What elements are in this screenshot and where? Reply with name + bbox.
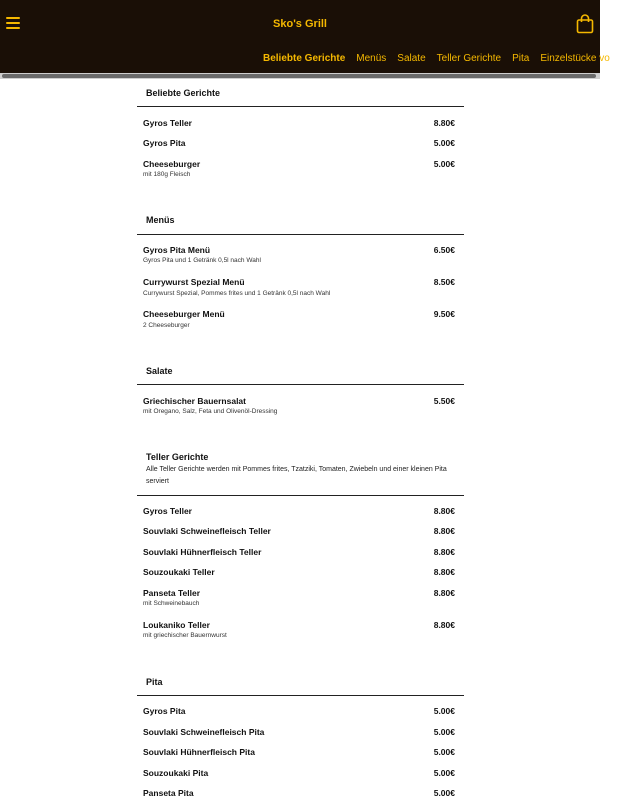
menu-item-price[interactable]: 5.00€: [433, 706, 455, 716]
menu-item-name[interactable]: Gyros Pita: [143, 138, 186, 148]
menu-item-name[interactable]: Panseta Teller: [143, 588, 201, 598]
tab-salate[interactable]: Salate: [397, 53, 426, 64]
menu-item-price[interactable]: 5.50€: [433, 396, 455, 406]
section-title: Pita: [146, 677, 163, 687]
menu-item-name[interactable]: Souvlaki Hühnerfleisch Pita: [143, 747, 255, 757]
menu-item-price[interactable]: 8.80€: [433, 118, 455, 128]
menu-item-name[interactable]: Gyros Teller: [143, 118, 192, 128]
menu-item-description: Currywurst Spezial, Pommes frites und 1 Getränk 0,5l nach Wahl: [143, 290, 331, 297]
category-tabs: [263, 53, 621, 64]
menu-item-description: 2 Cheeseburger: [143, 322, 190, 329]
top-bar: [0, 0, 610, 76]
tab-teller-gerichte[interactable]: Teller Gerichte: [436, 53, 502, 64]
menu-item-name[interactable]: Gyros Pita: [143, 706, 186, 716]
menu-item-price[interactable]: 8.50€: [433, 277, 455, 287]
tabs-scrollbar-thumb[interactable]: [2, 74, 596, 78]
section-description: Alle Teller Gerichte werden mit Pommes frites, Tzatziki, Tomaten, Zwiebeln und einer kleinen Pita serviert: [146, 466, 447, 485]
menu-item-price[interactable]: 5.00€: [433, 138, 455, 148]
menu-item-price[interactable]: 5.00€: [433, 768, 455, 778]
menu-item-name[interactable]: Souvlaki Hühnerfleisch Teller: [143, 547, 262, 557]
menu-item-description: mit Schweinebauch: [143, 600, 200, 607]
menu-item-name[interactable]: Currywurst Spezial Menü: [143, 277, 245, 287]
menu-item-name[interactable]: Souzoukaki Pita: [143, 768, 209, 778]
menu-item-name[interactable]: Souvlaki Schweinefleisch Pita: [143, 727, 265, 737]
section-title: Teller Gerichte: [146, 452, 209, 462]
menu-item-name[interactable]: Panseta Pita: [143, 788, 194, 798]
menu-item-price[interactable]: 8.80€: [433, 506, 455, 516]
section-divider: [137, 106, 464, 107]
menu-item-description: Gyros Pita und 1 Getränk 0,5l nach Wahl: [143, 257, 261, 264]
menu-item-name[interactable]: Gyros Pita Menü: [143, 245, 211, 255]
section-title: Beliebte Gerichte: [146, 88, 221, 98]
menu-item-description: mit Oregano, Salz, Feta und Olivenöl-Dressing: [143, 408, 278, 415]
menu-item-name[interactable]: Gyros Teller: [143, 506, 192, 516]
tab-menus[interactable]: Menüs: [356, 53, 387, 64]
shopping-bag-icon[interactable]: [576, 14, 594, 34]
tab-beliebte-gerichte[interactable]: Beliebte Gerichte: [263, 53, 346, 64]
menu-item-price[interactable]: 8.80€: [433, 620, 455, 630]
menu-item-price[interactable]: 8.80€: [433, 588, 455, 598]
menu-item-name[interactable]: Cheeseburger: [143, 159, 201, 169]
menu-item-name[interactable]: Griechischer Bauernsalat: [143, 396, 246, 406]
menu-item-name[interactable]: Souzoukaki Teller: [143, 567, 215, 577]
menu-item-price[interactable]: 9.50€: [433, 309, 455, 319]
menu-item-price[interactable]: 5.00€: [433, 788, 455, 798]
menu-item-description: mit griechischer Bauernwurst: [143, 632, 227, 639]
tabs-scrollbar[interactable]: [0, 73, 600, 79]
section-divider: [137, 384, 464, 385]
menu-item-description: mit 180g Fleisch: [143, 171, 191, 178]
menu-item-price[interactable]: 5.00€: [433, 727, 455, 737]
section-title: Menüs: [146, 215, 175, 225]
menu-item-price[interactable]: 8.80€: [433, 526, 455, 536]
section-title: Salate: [146, 366, 173, 376]
tab-pita[interactable]: Pita: [512, 53, 530, 64]
menu-item-price[interactable]: 8.80€: [433, 547, 455, 557]
menu-item-name[interactable]: Souvlaki Schweinefleisch Teller: [143, 526, 271, 536]
menu-item-name[interactable]: Cheeseburger Menü: [143, 309, 225, 319]
menu-item-name[interactable]: Loukaniko Teller: [143, 620, 210, 630]
menu-item-price[interactable]: 6.50€: [433, 245, 455, 255]
menu-item-price[interactable]: 5.00€: [433, 747, 455, 757]
section-divider: [137, 495, 464, 496]
section-divider: [137, 234, 464, 235]
menu-item-price[interactable]: 8.80€: [433, 567, 455, 577]
app-title: Sko's Grill: [273, 18, 327, 30]
section-divider: [137, 695, 464, 696]
tab-einzelstuecke[interactable]: Einzelstücke vo: [540, 53, 610, 64]
menu-item-price[interactable]: 5.00€: [433, 159, 455, 169]
